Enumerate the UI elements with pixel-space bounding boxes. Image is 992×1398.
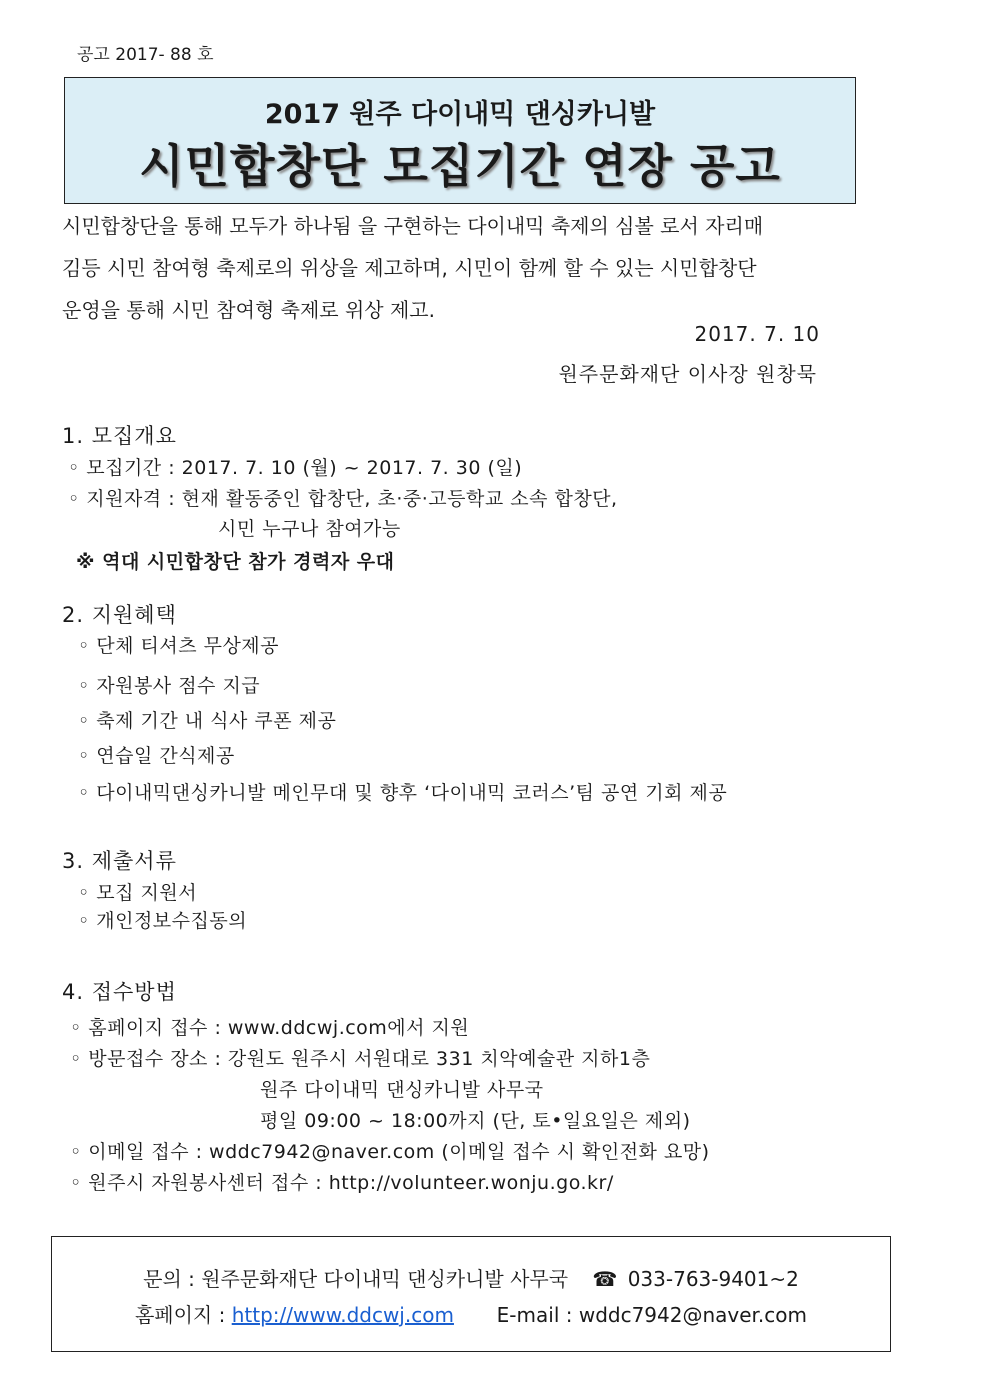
- benefit-item: ◦ 단체 티셔츠 무상제공: [78, 635, 280, 657]
- document-item: ◦ 모집 지원서: [78, 882, 198, 904]
- title-subheading: 2017 원주 다이내믹 댄싱카니발: [264, 99, 656, 130]
- eligibility-continued: 시민 누구나 참여가능: [218, 518, 401, 540]
- contact-web-line: [52, 1299, 890, 1328]
- visit-application: ◦ 방문접수 장소 : 강원도 원주시 서원대로 331 치악예술관 지하1층: [70, 1048, 651, 1070]
- preference-note: ※ 역대 시민합창단 참가 경력자 우대: [76, 551, 395, 573]
- telephone-icon: ☎: [592, 1267, 618, 1291]
- benefit-item: ◦ 축제 기간 내 식사 쿠폰 제공: [78, 710, 337, 732]
- benefit-item: ◦ 자원봉사 점수 지급: [78, 675, 261, 697]
- volunteer-center-application: ◦ 원주시 자원봉사센터 접수 : http://volunteer.wonju.go.kr/: [70, 1172, 614, 1194]
- intro-line: 김등 시민 참여형 축제로의 위상을 제고하며, 시민이 함께 할 수 있는 시민합창단: [62, 256, 757, 280]
- recruit-period: ◦ 모집기간 : 2017. 7. 10 (월) ~ 2017. 7. 30 (일): [68, 457, 523, 479]
- homepage-application: ◦ 홈페이지 접수 : www.ddcwj.com에서 지원: [70, 1017, 470, 1039]
- benefit-item: ◦ 연습일 간식제공: [78, 745, 235, 767]
- intro-line: 운영을 통해 시민 참여형 축제로 위상 제고.: [62, 298, 435, 322]
- title-box: [64, 77, 856, 204]
- section-title-benefits: 2. 지원혜택: [62, 603, 177, 627]
- visit-hours: 평일 09:00 ~ 18:00까지 (단, 토•일요일은 제외): [260, 1110, 691, 1132]
- email-contact: E-mail : wddc7942@naver.com: [496, 1303, 808, 1327]
- homepage-label: 홈페이지 :: [134, 1303, 232, 1327]
- page-title: 시민합창단 모집기간 연장 공고: [139, 139, 781, 193]
- intro-line: 시민합창단을 통해 모두가 하나됨 을 구현하는 다이내믹 축제의 심볼 로서 자리매: [62, 214, 764, 238]
- notice-date: 2017. 7. 10: [694, 322, 820, 346]
- homepage-link[interactable]: http://www.ddcwj.com: [231, 1303, 454, 1327]
- benefit-item: ◦ 다이내믹댄싱카니발 메인무대 및 향후 ‘다이내믹 코러스’팀 공연 기회 제공: [78, 782, 728, 804]
- contact-inquiry-line: [52, 1263, 890, 1292]
- phone-number: 033-763-9401~2: [627, 1267, 799, 1291]
- section-title-application: 4. 접수방법: [62, 980, 177, 1004]
- notice-number: 공고 2017- 88 호: [77, 45, 214, 65]
- eligibility: ◦ 지원자격 : 현재 활동중인 합창단, 초·중·고등학교 소속 합창단,: [68, 488, 618, 510]
- signer: 원주문화재단 이사장 원창묵: [558, 362, 817, 386]
- section-title-overview: 1. 모집개요: [62, 424, 177, 448]
- document-item: ◦ 개인정보수집동의: [78, 910, 248, 932]
- intro-paragraph: [62, 205, 844, 331]
- inquiry-label: 문의 : 원주문화재단 다이내믹 댄싱카니발 사무국: [143, 1267, 569, 1291]
- contact-box: [51, 1236, 891, 1352]
- section-title-documents: 3. 제출서류: [62, 849, 177, 873]
- email-application: ◦ 이메일 접수 : wddc7942@naver.com (이메일 접수 시 확인전화 요망): [70, 1141, 710, 1163]
- visit-office: 원주 다이내믹 댄싱카니발 사무국: [260, 1079, 544, 1101]
